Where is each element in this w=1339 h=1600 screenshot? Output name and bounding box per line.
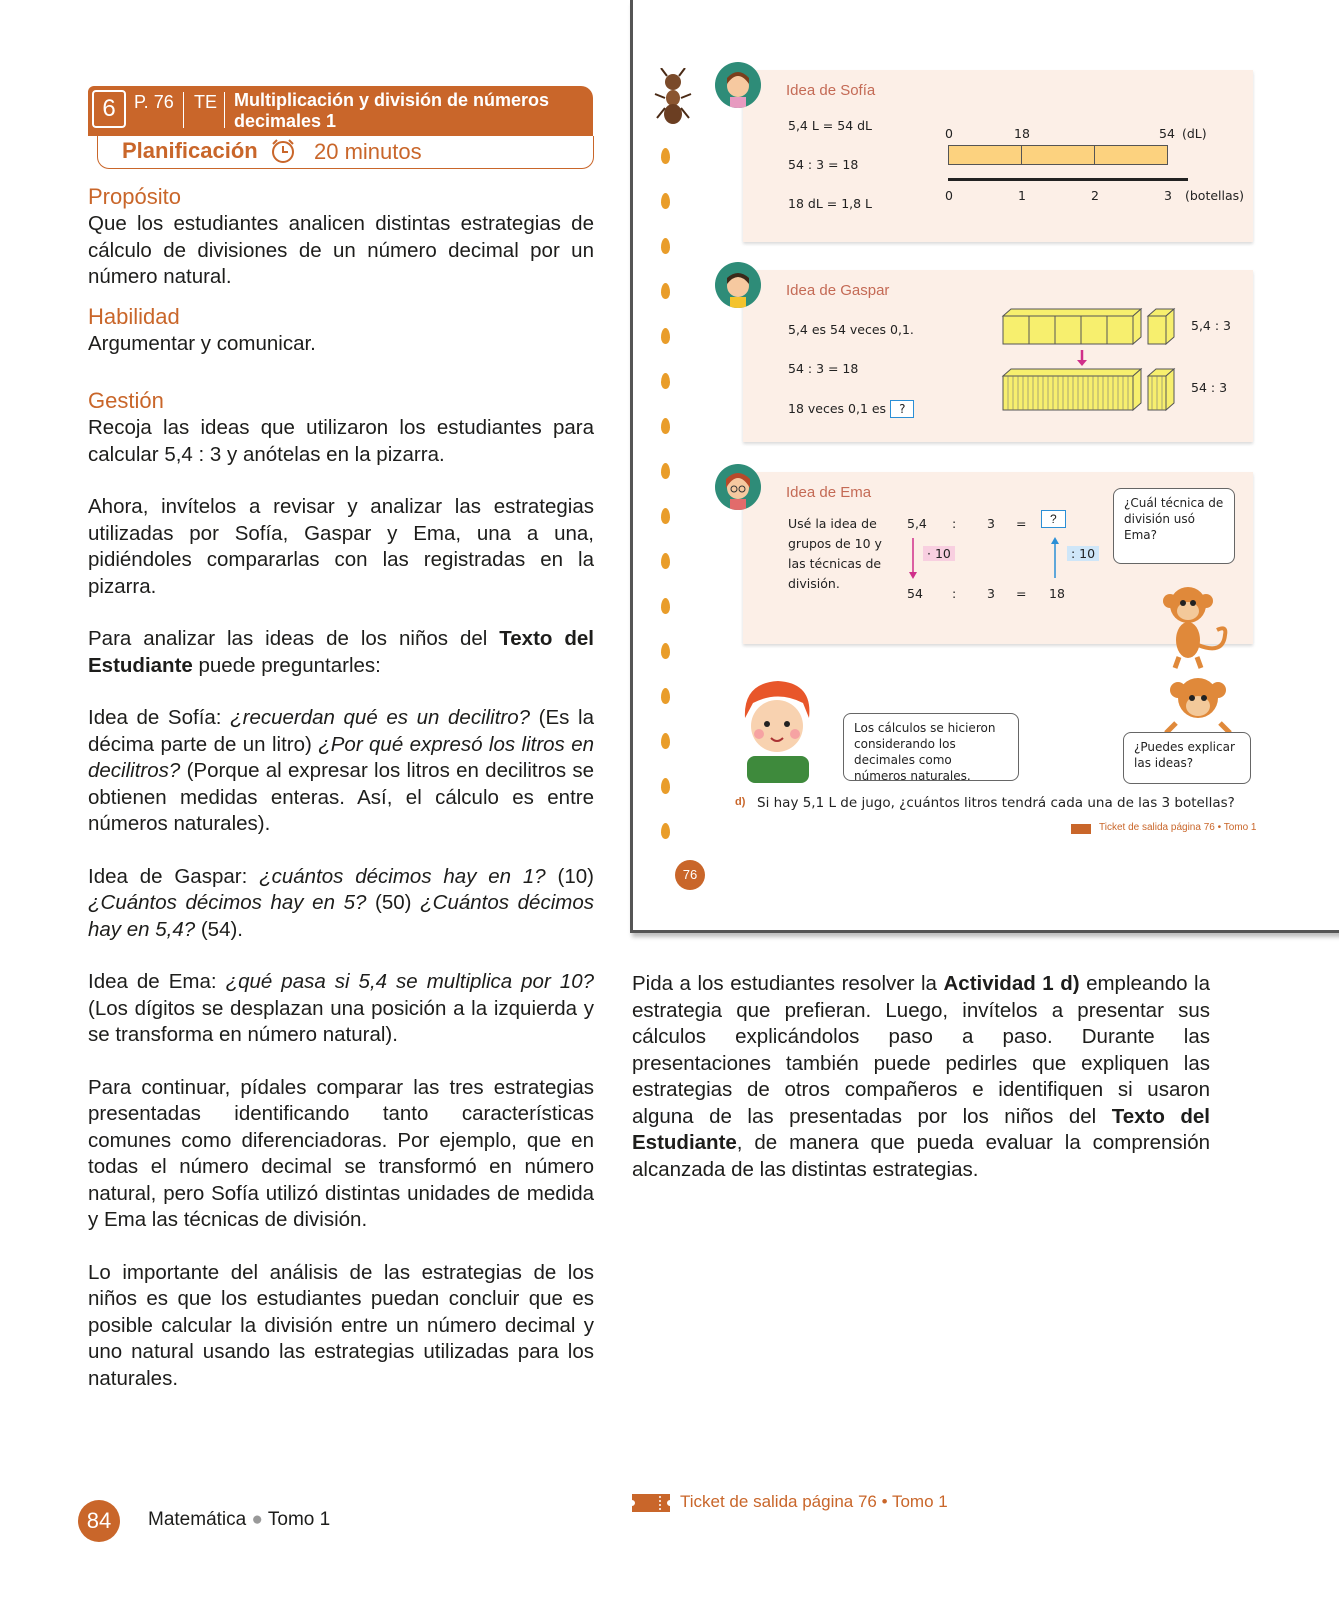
answer-box: ? [1041, 510, 1066, 528]
te-label: TE [194, 92, 218, 112]
student-text-page [630, 0, 1339, 933]
equation-term: 54 [907, 586, 923, 601]
ant-icon [653, 68, 693, 128]
tick-label: 54 [1159, 126, 1175, 141]
question-text: Si hay 5,1 L de jugo, ¿cuántos litros tendrá cada una de las 3 botellas? [757, 795, 1235, 811]
multiply-label: · 10 [923, 546, 955, 561]
tick-label: 2 [1091, 188, 1099, 203]
leaf-icon [661, 598, 670, 614]
leaf-icon [661, 733, 670, 749]
unit-label: (botellas) [1185, 188, 1245, 203]
sofia-questions: Idea de Sofía: ¿recuerdan qué es un decilitro? (Es la décima parte de un litro) ¿Por qué expresó los litros en decilitros? (Porque al expresar los litros en decilitros se obtienen medidas enteras. Así, el cálculo es entre números naturales). [88, 706, 594, 835]
leaf-icon [661, 643, 670, 659]
leaf-icon [661, 373, 670, 389]
gestion-paragraph: Recoja las ideas que utilizaron los estudiantes para calcular 5,4 : 3 y anótelas en la pizarra. [88, 416, 594, 466]
leaf-icon [661, 553, 670, 569]
gaspar-questions: Idea de Gaspar: ¿cuántos décimos hay en 1? (10) ¿Cuántos décimos hay en 5? (50) ¿Cuántos décimos hay en 5,4? (54). [88, 864, 594, 941]
student-page-number: 76 [675, 860, 705, 890]
section-heading-gestion: Gestión [88, 388, 164, 413]
boy-icon [733, 678, 823, 783]
speech-bubble: Los cálculos se hicieron considerando los decimales como números naturales. [843, 713, 1019, 781]
section-heading-proposito: Propósito [88, 184, 181, 209]
divider [224, 92, 225, 128]
sofia-line: 5,4 L = 54 dL [788, 118, 873, 133]
unit-label: (dL) [1182, 126, 1207, 141]
continue-paragraph: Para continuar, pídales comparar las tres estrategias presentadas identificando tanto características comunes como diferenciadoras. Por ejemplo, que en todas el número decimal se transformó en número natural, pero Sofía utilizó distintas unidades de medida y Ema las técnicas de división. [88, 1075, 594, 1231]
proposito-text: Que los estudiantes analicen distintas estrategias de cálculo de divisiones de un número decimal por un número natural. [88, 212, 594, 288]
card-title: Idea de Gaspar [786, 282, 890, 299]
section-heading-habilidad: Habilidad [88, 303, 180, 329]
ema-avatar [715, 464, 761, 510]
sofia-line: 18 dL = 1,8 L [788, 196, 873, 211]
equation-term: = [1016, 586, 1027, 601]
division-label: 5,4 : 3 [1191, 318, 1231, 333]
equation-term: : [952, 516, 957, 531]
monkey-icon [1158, 668, 1238, 738]
planning-bar [97, 136, 594, 169]
left-column [88, 183, 594, 1392]
question-letter: d) [735, 796, 746, 808]
sofia-avatar [715, 62, 761, 108]
sofia-idea-card [743, 70, 1253, 242]
leaf-icon [661, 823, 670, 839]
gaspar-avatar [715, 262, 761, 308]
ema-explanation: Usé la idea de grupos de 10 y las técnicas de división. [788, 516, 882, 591]
equation-term: : [952, 586, 957, 601]
base-ten-blocks [998, 306, 1183, 416]
planning-label: Planificación [122, 138, 258, 163]
planning-time: 20 minutos [314, 139, 422, 164]
speech-bubble: ¿Puedes explicar las ideas? [1123, 732, 1251, 784]
gestion-paragraph: Ahora, invítelos a revisar y analizar las estrategias utilizadas por Sofía, Gaspar y Ema, una a una, pidiéndoles compararlas con las registradas en la pizarra. [88, 495, 594, 598]
leaf-icon [661, 283, 670, 299]
leaf-icon [661, 328, 670, 344]
lesson-number: 6 [92, 90, 126, 128]
divider [183, 92, 184, 128]
divider [1021, 146, 1022, 164]
leaf-icon [661, 463, 670, 479]
ema-questions: Idea de Ema: ¿qué pasa si 5,4 se multiplica por 10? (Los dígitos se desplazan una posición a la izquierda y se transforma en número natural). [88, 970, 594, 1046]
equation-term: = [1016, 516, 1027, 531]
card-title: Idea de Sofía [786, 82, 876, 99]
speech-bubble: ¿Cuál técnica de división usó Ema? [1113, 488, 1235, 564]
lesson-title: Multiplicación y división de números decimales 1 [234, 90, 550, 131]
leaf-icon [661, 508, 670, 524]
gaspar-line: 18 veces 0,1 es ? [788, 400, 914, 418]
tick-label: 18 [1014, 126, 1030, 141]
tick-label: 0 [945, 126, 953, 141]
page-reference: P. 76 [134, 92, 174, 112]
right-column-paragraph: Pida a los estudiantes resolver la Actividad 1 d) empleando la estrategia que prefieran. Luego, invítelos a presentar sus cálculos explicándolos paso a paso. Durante las presentaciones también puede pedirles que expliquen las estrategias de otros compañeros e identifiquen si usaron alguna de las presentadas por los niños del Texto del Estudiante, de manera que pueda evaluar la comprensión alcanzada de las distintas estrategias. [632, 972, 1210, 1181]
tick-label: 0 [945, 188, 953, 203]
leaf-icon [661, 688, 670, 704]
page-number: 84 [78, 1500, 120, 1542]
tick-label: 3 [1164, 188, 1172, 203]
habilidad-text: Argumentar y comunicar. [88, 331, 316, 355]
leaf-icon [661, 418, 670, 434]
footer-book: Matemática ● Tomo 1 [148, 1509, 331, 1530]
sofia-line: 54 : 3 = 18 [788, 157, 859, 172]
gaspar-line: 5,4 es 54 veces 0,1. [788, 322, 914, 337]
equation-term: 3 [987, 516, 995, 531]
gaspar-line: 54 : 3 = 18 [788, 361, 859, 376]
equation-term: 18 [1049, 586, 1065, 601]
tick-label: 1 [1018, 188, 1026, 203]
gestion-paragraph: Para analizar las ideas de los niños del Texto del Estudiante puede preguntarles: [88, 627, 595, 677]
lesson-header [88, 86, 593, 136]
monkey-icon [1153, 575, 1243, 670]
ticket-label: Ticket de salida página 76 • Tomo 1 [1099, 822, 1257, 833]
leaf-icon [661, 238, 670, 254]
ticket-icon [632, 1494, 670, 1512]
divider [1094, 146, 1095, 164]
liters-bar [948, 145, 1168, 165]
leaf-icon [661, 193, 670, 209]
equation-term: 3 [987, 586, 995, 601]
gaspar-idea-card [743, 270, 1253, 442]
leaf-icon [661, 148, 670, 164]
ticket-label: Ticket de salida página 76 • Tomo 1 [680, 1492, 948, 1511]
leaf-icon [661, 778, 670, 794]
equation-term: 5,4 [907, 516, 927, 531]
answer-box: ? [890, 400, 914, 418]
divide-label: : 10 [1067, 546, 1099, 561]
conclusion-paragraph: Lo importante del análisis de las estrategias de los niños es que los estudiantes puedan concluir que es posible calcular la división entre un número decimal y uno natural usando las estrategias utilizadas para los naturales. [88, 1260, 594, 1390]
ticket-icon [1071, 824, 1091, 834]
number-line [948, 178, 1188, 181]
card-title: Idea de Ema [786, 484, 872, 501]
alarm-clock-icon [270, 138, 296, 164]
division-label: 54 : 3 [1191, 380, 1228, 395]
